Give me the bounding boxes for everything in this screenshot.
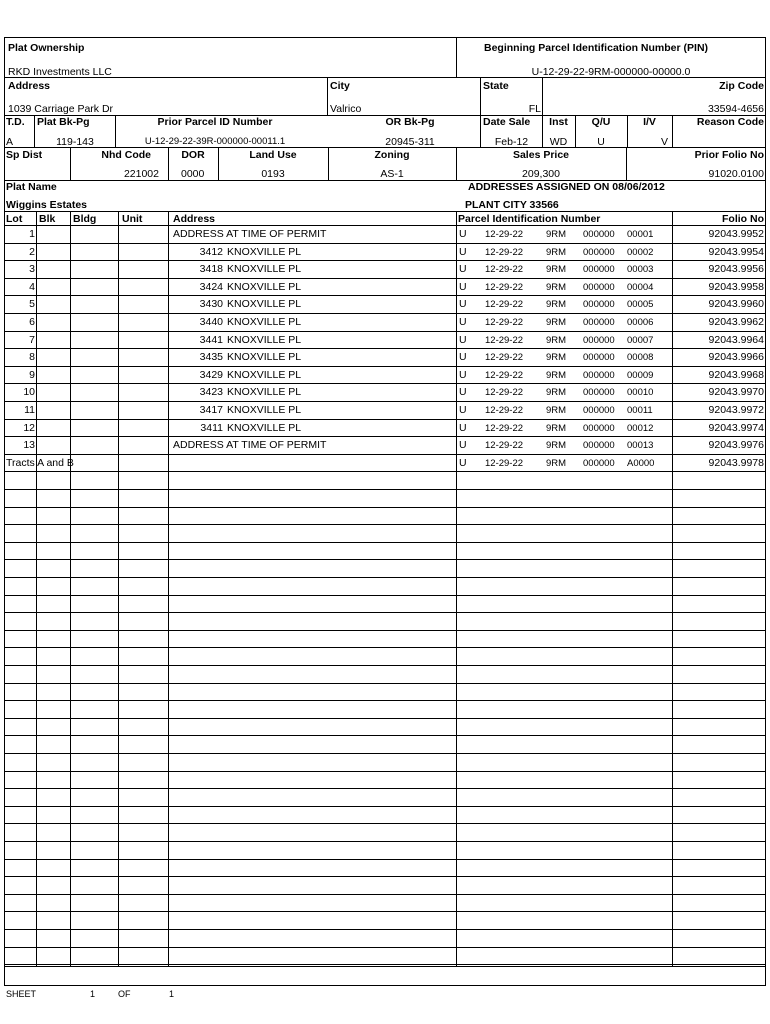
folio-cell: 92043.9954	[708, 245, 764, 258]
dor-label: DOR	[181, 149, 205, 161]
table-row	[5, 525, 765, 543]
pin-lot-cell: 00005	[627, 299, 654, 311]
house-number-cell: 3435	[199, 351, 223, 364]
pin-prefix-cell: U	[459, 245, 467, 258]
pin-lot-cell: 00002	[627, 246, 654, 258]
table-row	[5, 508, 765, 526]
pin-prefix-cell: U	[459, 439, 467, 452]
house-number-cell: 3430	[199, 298, 223, 311]
house-number-cell: 3424	[199, 280, 223, 293]
nhd-code-value: 221002	[123, 168, 159, 180]
street-cell: KNOXVILLE PL	[227, 351, 302, 364]
street-cell: ADDRESS AT TIME OF PERMIT	[173, 439, 327, 452]
pin-lot-cell: 00008	[627, 352, 654, 364]
pin-section-cell: 12-29-22	[485, 405, 524, 416]
table-row	[5, 314, 765, 332]
table-row	[5, 455, 765, 473]
lot-cell: 12	[23, 421, 35, 434]
pin-lot-cell: 00011	[627, 405, 653, 416]
pin-lot-cell: A0000	[627, 457, 655, 469]
pin-block-cell: 000000	[583, 246, 615, 258]
folio-cell: 92043.9976	[708, 439, 764, 452]
sheet-label: SHEET	[6, 989, 37, 999]
pin-prefix-cell: U	[459, 298, 467, 311]
table-row	[5, 877, 765, 895]
pin-prefix-cell: U	[459, 404, 467, 416]
pin-prefix-cell: U	[459, 280, 467, 293]
plat-form	[4, 37, 766, 986]
folio-cell: 92043.9966	[708, 351, 764, 364]
pin-block-cell: 000000	[583, 457, 615, 469]
table-row	[5, 384, 765, 402]
pin-block-cell: 000000	[583, 369, 615, 381]
date-sale-label: Date Sale	[483, 116, 531, 128]
table-row	[5, 420, 765, 438]
dor-value: 0000	[181, 168, 205, 180]
inst-label: Inst	[549, 116, 568, 128]
house-number-cell: 3423	[199, 386, 223, 399]
col-pin-header: Parcel Identification Number	[458, 213, 601, 225]
lot-cell: 8	[29, 351, 35, 364]
street-cell: KNOXVILLE PL	[227, 368, 302, 381]
assigned-city: PLANT CITY 33566	[465, 199, 559, 211]
table-row	[5, 472, 765, 490]
pin-block-cell: 000000	[583, 281, 615, 293]
pin-prefix-cell: U	[459, 351, 467, 364]
pin-sub-cell: 9RM	[546, 246, 567, 258]
pin-prefix-cell: U	[459, 263, 467, 276]
pin-sub-cell: 9RM	[546, 387, 567, 399]
pin-sub-cell: 9RM	[546, 334, 567, 346]
lot-cell: 7	[29, 333, 35, 346]
pin-section-cell: 12-29-22	[485, 229, 524, 240]
sheet-total: 1	[169, 989, 175, 999]
table-row	[5, 860, 765, 878]
folio-cell: 92043.9956	[708, 263, 764, 276]
owner-address: 1039 Carriage Park Dr	[8, 103, 114, 115]
table-row	[5, 789, 765, 807]
table-row	[5, 807, 765, 825]
table-row	[5, 279, 765, 297]
pin-block-cell: 000000	[583, 299, 615, 311]
address-label: Address	[8, 80, 51, 92]
owner-city: Valrico	[330, 103, 362, 115]
folio-cell: 92043.9962	[708, 316, 764, 328]
lot-cell: 10	[23, 386, 35, 399]
pin-sub-cell: 9RM	[546, 281, 567, 293]
pin-prefix-cell: U	[459, 228, 467, 240]
pin-section-cell: 12-29-22	[485, 387, 524, 399]
folio-cell: 92043.9970	[708, 386, 764, 399]
pin-lot-cell: 00003	[627, 264, 654, 276]
folio-cell: 92043.9978	[708, 456, 764, 469]
folio-cell: 92043.9974	[708, 421, 764, 434]
prior-folio-value: 91020.0100	[708, 168, 764, 180]
prior-folio-label: Prior Folio No	[694, 149, 764, 161]
house-number-cell: 3429	[199, 368, 223, 381]
sales-price-value: 209,300	[522, 168, 560, 180]
plat-name-value: Wiggins Estates	[6, 199, 88, 211]
pin-section-cell: 12-29-22	[485, 317, 524, 328]
lot-cell: 1	[29, 228, 35, 240]
street-cell: KNOXVILLE PL	[227, 245, 302, 258]
sales-price-label: Sales Price	[512, 149, 570, 161]
pin-lot-cell: 00007	[627, 334, 654, 346]
pin-section-cell: 12-29-22	[485, 281, 524, 293]
pin-lot-cell: 00001	[627, 229, 654, 240]
iv-label: I/V	[643, 116, 656, 128]
pin-prefix-cell: U	[459, 316, 467, 328]
lot-cell: 6	[29, 316, 35, 328]
pin-section-cell: 12-29-22	[485, 352, 524, 364]
land-use-label: Land Use	[249, 149, 297, 161]
table-row	[5, 613, 765, 631]
pin-block-cell: 000000	[583, 422, 615, 434]
col-lot-header: Lot	[6, 213, 23, 225]
td-value: A	[6, 136, 14, 148]
table-row	[5, 596, 765, 614]
house-number-cell: 3412	[199, 245, 223, 258]
house-number-cell: 3411	[200, 421, 223, 434]
pin-section-cell: 12-29-22	[485, 440, 524, 452]
state-label: State	[483, 80, 509, 92]
house-number-cell: 3440	[199, 316, 223, 328]
plat-ownership-label: Plat Ownership	[8, 42, 85, 54]
beginning-pin: U-12-29-22-9RM-000000-00000.0	[531, 66, 691, 78]
qu-value: U	[597, 136, 605, 148]
col-folio-header: Folio No	[722, 213, 764, 225]
table-row	[5, 824, 765, 842]
pin-label: Beginning Parcel Identification Number (PIN)	[484, 42, 709, 54]
street-cell: KNOXVILLE PL	[227, 404, 302, 416]
folio-cell: 92043.9964	[708, 333, 764, 346]
col-unit-header: Unit	[122, 213, 143, 225]
pin-sub-cell: 9RM	[546, 440, 567, 452]
pin-lot-cell: 00009	[627, 369, 654, 381]
pin-block-cell: 000000	[583, 440, 615, 452]
table-row	[5, 402, 765, 420]
owner-name: RKD Investments LLC	[8, 66, 112, 78]
table-row	[5, 701, 765, 719]
house-number-cell: 3417	[199, 404, 223, 416]
sp-dist-label: Sp Dist	[6, 149, 43, 161]
date-sale-value: Feb-12	[494, 136, 529, 148]
table-row	[5, 648, 765, 666]
table-row	[5, 437, 765, 455]
table-row	[5, 367, 765, 385]
pin-section-cell: 12-29-22	[485, 334, 524, 346]
lot-cell: 5	[29, 298, 35, 311]
plat-name-label: Plat Name	[6, 181, 57, 193]
zip-label: Zip Code	[719, 80, 764, 92]
street-cell: KNOXVILLE PL	[227, 421, 302, 434]
pin-sub-cell: 9RM	[546, 369, 567, 381]
lot-cell: 2	[29, 245, 35, 258]
table-row	[5, 895, 765, 913]
col-bldg-header: Bldg	[73, 213, 97, 225]
pin-lot-cell: 00013	[627, 440, 654, 452]
table-row	[5, 912, 765, 930]
folio-cell: 92043.9972	[708, 404, 764, 416]
prior-parcel-value: U-12-29-22-39R-000000-00011.1	[144, 136, 286, 147]
pin-sub-cell: 9RM	[546, 352, 567, 364]
owner-state: FL	[528, 103, 541, 115]
pin-block-cell: 000000	[583, 317, 615, 328]
or-bkpg-value: 20945-311	[385, 136, 435, 148]
pin-block-cell: 000000	[583, 352, 615, 364]
prior-parcel-label: Prior Parcel ID Number	[157, 116, 273, 128]
pin-sub-cell: 9RM	[546, 299, 567, 311]
zoning-value: AS-1	[380, 168, 404, 180]
table-row	[5, 754, 765, 772]
pin-prefix-cell: U	[459, 368, 467, 381]
pin-prefix-cell: U	[459, 333, 467, 346]
of-label: OF	[118, 989, 131, 999]
table-row	[5, 684, 765, 702]
table-row	[5, 948, 765, 966]
lot-cell: 13	[23, 439, 35, 452]
street-cell: KNOXVILLE PL	[227, 333, 302, 346]
land-use-value: 0193	[261, 168, 285, 180]
reason-code-label: Reason Code	[696, 116, 764, 128]
table-row	[5, 261, 765, 279]
table-row	[5, 560, 765, 578]
lot-cell: 11	[24, 404, 35, 416]
pin-sub-cell: 9RM	[546, 229, 567, 240]
pin-lot-cell: 00010	[627, 387, 654, 399]
addresses-assigned-label: ADDRESSES ASSIGNED ON 08/06/2012	[468, 181, 665, 193]
pin-block-cell: 000000	[583, 264, 615, 276]
table-row	[5, 578, 765, 596]
street-cell: ADDRESS AT TIME OF PERMIT	[173, 228, 327, 240]
pin-section-cell: 12-29-22	[485, 369, 524, 381]
folio-cell: 92043.9968	[708, 368, 764, 381]
street-cell	[173, 455, 455, 472]
table-row	[5, 226, 765, 244]
table-row	[5, 296, 765, 314]
or-bkpg-label: OR Bk-Pg	[385, 116, 435, 128]
pin-block-cell: 000000	[583, 405, 615, 416]
pin-prefix-cell: U	[459, 421, 467, 434]
house-number-cell: 3418	[199, 263, 223, 276]
nhd-code-label: Nhd Code	[101, 149, 151, 161]
pin-section-cell: 12-29-22	[485, 457, 524, 469]
iv-value: V	[660, 136, 668, 148]
table-row	[5, 930, 765, 948]
table-row	[5, 543, 765, 561]
pin-prefix-cell: U	[459, 456, 467, 469]
pin-lot-cell: 00012	[627, 422, 654, 434]
city-label: City	[330, 80, 350, 92]
owner-zip: 33594-4656	[707, 103, 764, 115]
zoning-label: Zoning	[374, 149, 410, 161]
pin-section-cell: 12-29-22	[485, 299, 524, 311]
td-label: T.D.	[6, 116, 25, 128]
table-row	[5, 631, 765, 649]
table-row	[5, 490, 765, 508]
table-row	[5, 772, 765, 790]
lot-cell: 9	[29, 368, 35, 381]
street-cell: KNOXVILLE PL	[227, 386, 302, 399]
pin-sub-cell: 9RM	[546, 457, 567, 469]
pin-block-cell: 000000	[583, 387, 615, 399]
sheet-number: 1	[90, 989, 96, 999]
pin-sub-cell: 9RM	[546, 422, 567, 434]
pin-sub-cell: 9RM	[546, 317, 567, 328]
pin-lot-cell: 00004	[627, 281, 654, 293]
pin-block-cell: 000000	[583, 229, 615, 240]
pin-section-cell: 12-29-22	[485, 264, 524, 276]
col-blk-header: Blk	[39, 213, 56, 225]
pin-section-cell: 12-29-22	[485, 422, 524, 434]
pin-sub-cell: 9RM	[546, 405, 567, 416]
table-row	[5, 719, 765, 737]
table-row	[5, 666, 765, 684]
table-row	[5, 842, 765, 860]
table-row	[5, 736, 765, 754]
plat-bkpg-value: 119-143	[56, 136, 94, 148]
street-cell: KNOXVILLE PL	[227, 280, 302, 293]
house-number-cell: 3441	[199, 333, 223, 346]
col-address-header: Address	[173, 213, 216, 225]
folio-cell: 92043.9952	[708, 228, 764, 240]
qu-label: Q/U	[591, 116, 611, 128]
folio-cell: 92043.9958	[708, 280, 764, 293]
lot-cell: 4	[29, 280, 35, 293]
folio-cell: 92043.9960	[708, 298, 764, 311]
pin-sub-cell: 9RM	[546, 264, 567, 276]
pin-lot-cell: 00006	[627, 317, 654, 328]
street-cell: KNOXVILLE PL	[227, 316, 302, 328]
table-row	[5, 332, 765, 350]
table-row	[5, 349, 765, 367]
table-row	[5, 244, 765, 262]
inst-value: WD	[549, 136, 568, 148]
lot-cell: Tracts A and B	[6, 456, 74, 469]
lot-cell: 3	[29, 263, 35, 276]
pin-block-cell: 000000	[583, 334, 615, 346]
street-cell: KNOXVILLE PL	[227, 298, 302, 311]
plat-bkpg-label: Plat Bk-Pg	[37, 116, 90, 128]
pin-section-cell: 12-29-22	[485, 246, 524, 258]
pin-prefix-cell: U	[459, 386, 467, 399]
street-cell: KNOXVILLE PL	[227, 263, 302, 276]
